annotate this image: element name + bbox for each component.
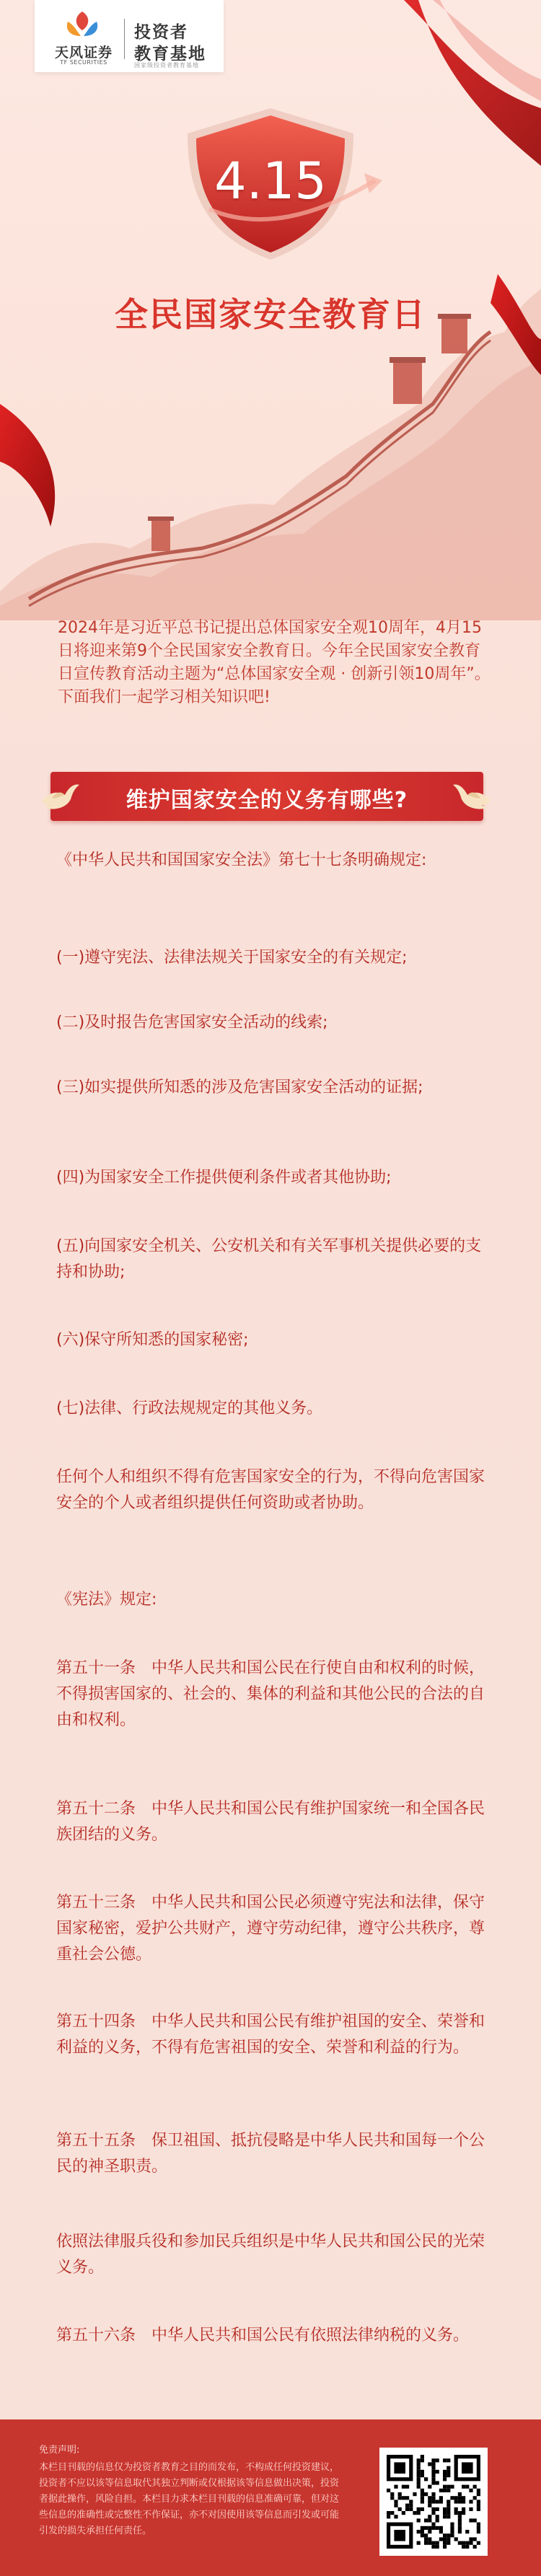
date-badge: 4.15 [214, 151, 327, 211]
ribbon-left [0, 404, 55, 527]
disclaimer-title: 免责声明: [39, 2445, 80, 2456]
brand-name-en: TF SECURITIES [60, 59, 107, 66]
dove-icon [452, 776, 495, 817]
tf-logo-icon [61, 9, 104, 42]
brand-name: 天风证券 [54, 45, 113, 61]
qr-code [379, 2448, 488, 2556]
article-52: 第五十二条 中华人民共和国公民有维护国家统一和全国各民族团结的义务。 [56, 1800, 485, 1844]
duty-item-5: (五)向国家安全机关、公安机关和有关军事机关提供必要的支持和协助; [56, 1237, 482, 1281]
page-title: 全民国家安全教育日 [115, 295, 426, 334]
duty-item-3: (三)如实提供所知悉的涉及危害国家安全活动的证据; [56, 1078, 423, 1096]
article-53: 第五十三条 中华人民共和国公民必须遵守宪法和法律，保守国家秘密，爱护公共财产，遵守劳动纪律，遵守公共秩序，尊重社会公德。 [56, 1894, 485, 1964]
section-banner [50, 772, 483, 821]
article-54: 第五十四条 中华人民共和国公民有维护祖国的安全、荣誉和利益的义务，不得有危害祖国的安全、荣誉和利益的行为。 [56, 2013, 485, 2057]
disclaimer-text: 本栏目刊载的信息仅为投资者教育之目的而发布，不构成任何投资建议，投资者不应以该等信息取代其独立判断或仅根据该等信息做出决策，投资者据此操作，风险自担。本栏目力求本栏目刊载的信息准确可靠，但对这些信息的准确性或完整性不作保证，亦不对因使用该等信息而引发或可能引发的损失承担任何责任。 [39, 2462, 340, 2536]
duty-item-6: (六)保守所知悉的国家秘密; [56, 1331, 249, 1349]
qr-code-icon [379, 2448, 488, 2556]
duty-item-2: (二)及时报告危害国家安全活动的线索; [56, 1014, 328, 1032]
article-55: 第五十五条 保卫祖国、抵抗侵略是中华人民共和国每一个公民的神圣职责。 [56, 2132, 485, 2176]
header-logo [35, 0, 224, 72]
logo-divider [124, 19, 125, 59]
section-title: 维护国家安全的义务有哪些? [126, 788, 408, 813]
base-title-line1: 投资者 [134, 23, 188, 42]
base-title-line2: 教育基地 [134, 45, 206, 63]
duty-item-1: (一)遵守宪法、法律法规关于国家安全的有关规定; [56, 949, 408, 967]
duty-item-7: (七)法律、行政法规规定的其他义务。 [56, 1399, 323, 1417]
article-51: 第五十一条 中华人民共和国公民在行使自由和权利的时候，不得损害国家的、社会的、集体的利益和其他公民的合法的自由和权利。 [56, 1659, 485, 1729]
base-subtitle: 国家级投资者教育基地 [134, 62, 199, 69]
article-56: 第五十六条 中华人民共和国公民有依照法律纳税的义务。 [56, 2326, 470, 2344]
duty-item-4: (四)为国家安全工作提供便利条件或者其他协助; [56, 1169, 392, 1187]
military-service-duty: 依照法律服兵役和参加民兵组织是中华人民共和国公民的光荣义务。 [56, 2233, 485, 2277]
intro-paragraph: 2024年是习近平总书记提出总体国家安全观10周年，4月15日将迎来第9个全民国家安全教育日。今年全民国家安全教育日宣传教育活动主题为“总体国家安全观 · 创新引领10周年”。下面我们一起学习相关知识吧! [58, 619, 491, 706]
constitution-intro: 《宪法》规定: [56, 1591, 157, 1609]
prohibition-paragraph: 任何个人和组织不得有危害国家安全的行为，不得向危害国家安全的个人或者组织提供任何资助或者协助。 [56, 1468, 485, 1512]
law-intro: 《中华人民共和国国家安全法》第七十七条明确规定: [56, 851, 427, 869]
great-wall-illustration [0, 289, 541, 620]
